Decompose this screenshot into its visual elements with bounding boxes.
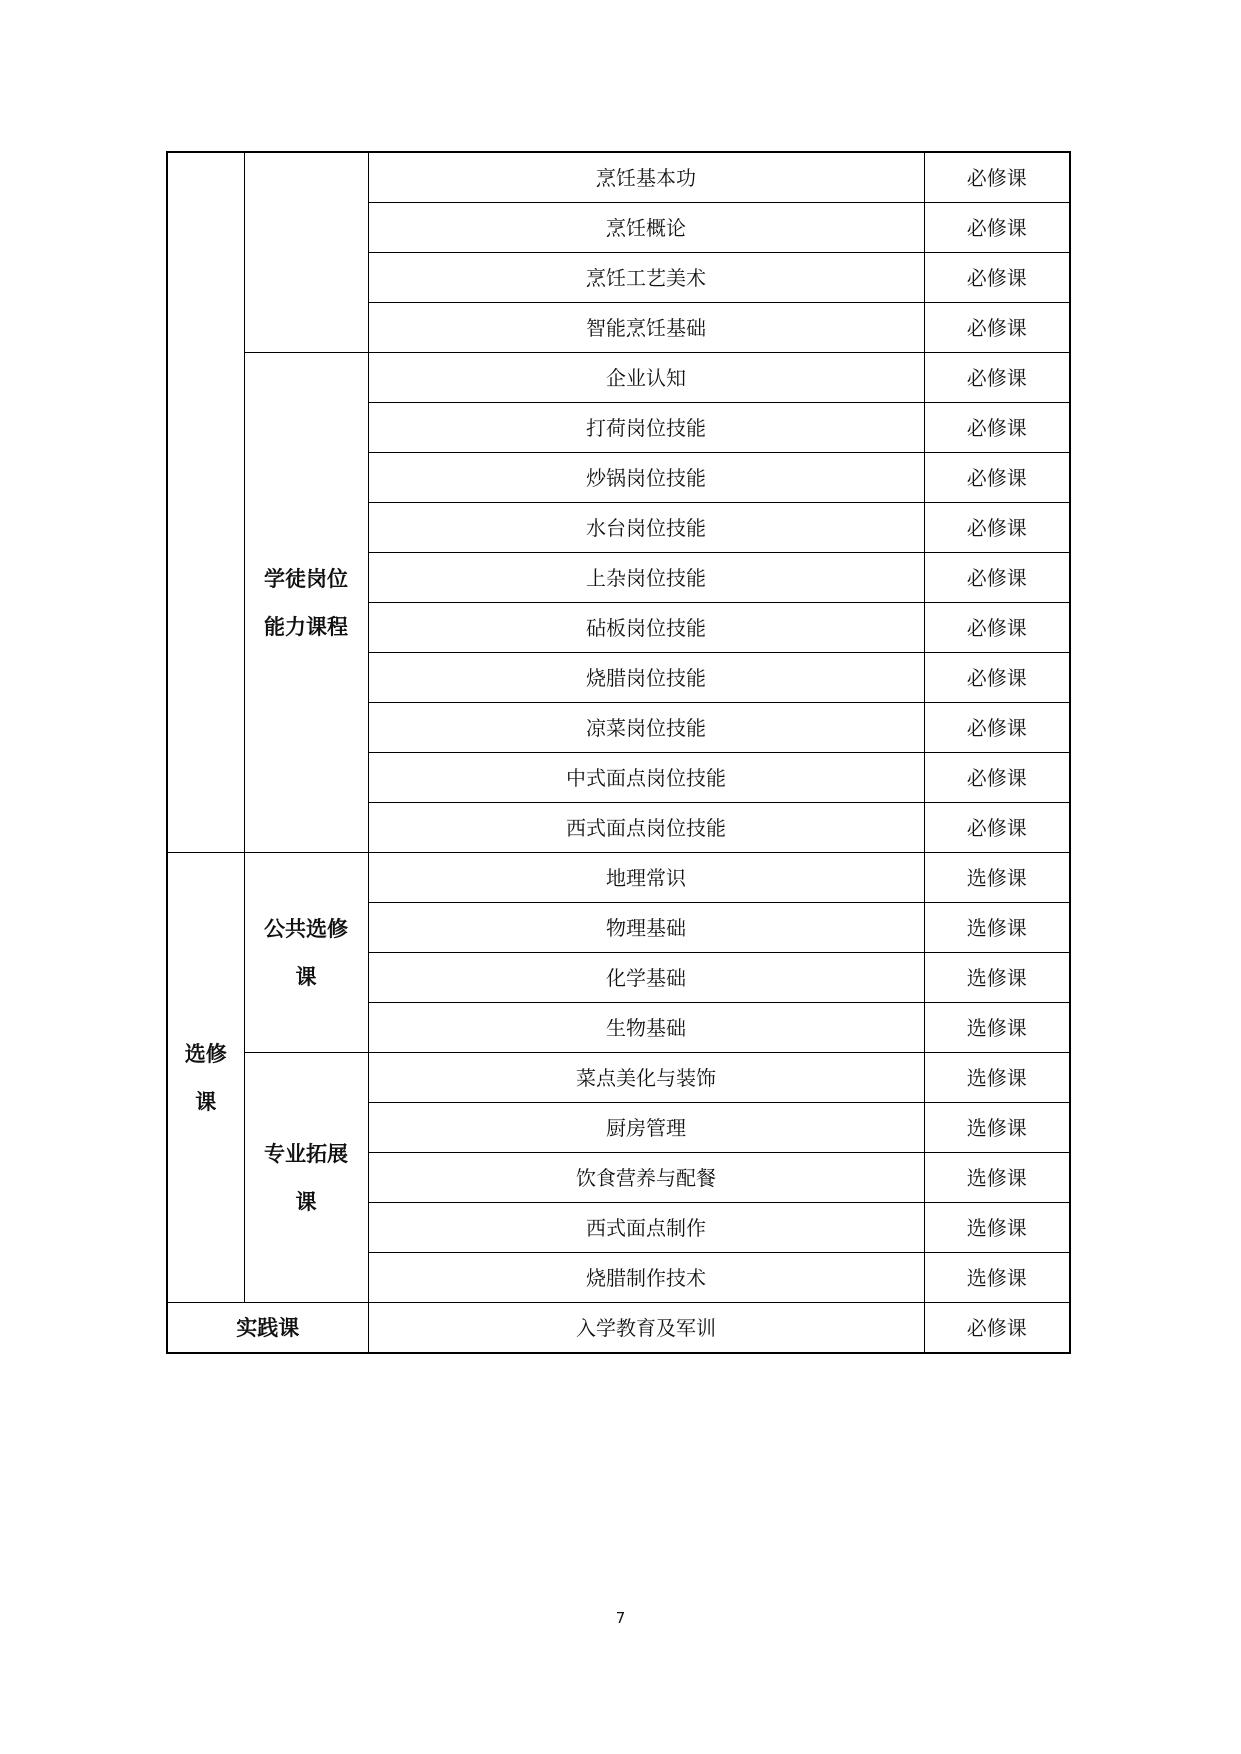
- professional-ext-label-line2: 课: [295, 1189, 317, 1214]
- course-type-cell: 选修课: [924, 953, 1070, 1003]
- course-name-cell: 烧腊制作技术: [368, 1253, 924, 1303]
- practice-course-cell: 实践课: [167, 1303, 368, 1354]
- elective-label-line2: 课: [195, 1089, 217, 1114]
- course-type-cell: 选修课: [924, 1253, 1070, 1303]
- course-type-cell: 必修课: [924, 603, 1070, 653]
- course-name-cell: 化学基础: [368, 953, 924, 1003]
- public-elective-cell: [244, 853, 368, 1053]
- course-type-cell: 必修课: [924, 253, 1070, 303]
- course-type-cell: 必修课: [924, 203, 1070, 253]
- course-type-cell: 必修课: [924, 1303, 1070, 1354]
- course-type-cell: 选修课: [924, 853, 1070, 903]
- course-type-cell: 必修课: [924, 553, 1070, 603]
- course-name-cell: 上杂岗位技能: [368, 553, 924, 603]
- course-type-cell: 必修课: [924, 303, 1070, 353]
- table-row: [167, 152, 1070, 203]
- course-type-cell: 选修课: [924, 1003, 1070, 1053]
- course-name-cell: 地理常识: [368, 853, 924, 903]
- course-type-cell: 必修课: [924, 152, 1070, 203]
- course-name-cell: 菜点美化与装饰: [368, 1053, 924, 1103]
- course-name-cell: 凉菜岗位技能: [368, 703, 924, 753]
- category-cell-blank: [167, 152, 244, 853]
- course-name-cell: 中式面点岗位技能: [368, 753, 924, 803]
- course-type-cell: 必修课: [924, 503, 1070, 553]
- course-type-cell: 选修课: [924, 1053, 1070, 1103]
- course-name-cell: 企业认知: [368, 353, 924, 403]
- public-elective-label-line1: 公共选修: [264, 916, 348, 941]
- course-name-cell: 西式面点岗位技能: [368, 803, 924, 853]
- course-type-cell: 选修课: [924, 1103, 1070, 1153]
- course-name-cell: 入学教育及军训: [368, 1303, 924, 1354]
- course-name-cell: 打荷岗位技能: [368, 403, 924, 453]
- table-row: [167, 353, 1070, 403]
- course-name-cell: 烹饪概论: [368, 203, 924, 253]
- course-type-cell: 必修课: [924, 353, 1070, 403]
- professional-ext-label-line1: 专业拓展: [264, 1141, 348, 1166]
- apprentice-label-line2: 能力课程: [264, 614, 348, 639]
- table-row: [167, 853, 1070, 903]
- apprentice-label-line1: 学徒岗位: [264, 566, 348, 591]
- course-name-cell: 烧腊岗位技能: [368, 653, 924, 703]
- curriculum-table: [166, 151, 1071, 1354]
- table-row: [167, 1053, 1070, 1103]
- course-name-cell: 砧板岗位技能: [368, 603, 924, 653]
- course-name-cell: 智能烹饪基础: [368, 303, 924, 353]
- course-type-cell: 选修课: [924, 903, 1070, 953]
- course-type-cell: 必修课: [924, 453, 1070, 503]
- course-type-cell: 必修课: [924, 803, 1070, 853]
- course-type-cell: 选修课: [924, 1153, 1070, 1203]
- course-name-cell: 饮食营养与配餐: [368, 1153, 924, 1203]
- course-name-cell: 西式面点制作: [368, 1203, 924, 1253]
- page-number: 7: [615, 1609, 626, 1627]
- public-elective-label-line2: 课: [295, 964, 317, 989]
- apprentice-job-skill-course-cell: [244, 353, 368, 853]
- course-name-cell: 烹饪工艺美术: [368, 253, 924, 303]
- course-name-cell: 炒锅岗位技能: [368, 453, 924, 503]
- elective-label-line1: 选修: [184, 1041, 227, 1066]
- course-type-cell: 必修课: [924, 403, 1070, 453]
- course-type-cell: 必修课: [924, 753, 1070, 803]
- course-type-cell: 必修课: [924, 703, 1070, 753]
- table-row: [167, 1303, 1070, 1354]
- course-name-cell: 厨房管理: [368, 1103, 924, 1153]
- course-name-cell: 水台岗位技能: [368, 503, 924, 553]
- course-name-cell: 生物基础: [368, 1003, 924, 1053]
- professional-extension-cell: [244, 1053, 368, 1303]
- course-type-cell: 必修课: [924, 653, 1070, 703]
- course-name-cell: 烹饪基本功: [368, 152, 924, 203]
- subcategory-cell-blank: [244, 152, 368, 353]
- elective-category-cell: [167, 853, 244, 1303]
- course-name-cell: 物理基础: [368, 903, 924, 953]
- course-type-cell: 选修课: [924, 1203, 1070, 1253]
